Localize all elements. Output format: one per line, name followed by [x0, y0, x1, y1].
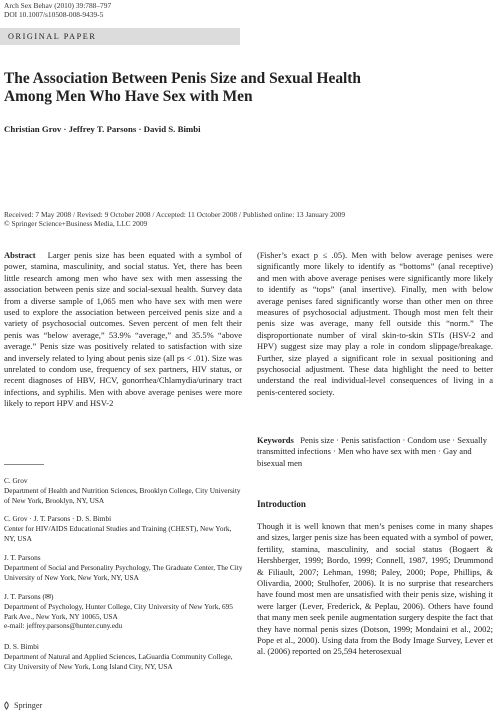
affiliation-4: J. T. Parsons (✉) Department of Psychology, Hunter College, City University of New York, 695 Park Ave., New York, NY 10065, USA e-mail: jeffrey.parsons@hunter.cuny.edu — [4, 592, 233, 631]
abstract-block — [4, 250, 242, 410]
publisher-name: Springer — [14, 701, 43, 710]
abstract-continued-text: (Fisher’s exact p ≤ .05). Men with below average penises were significantly more likely to identify as “bottoms” (anal receptive) and men with above average penises were significantly more likely to identify as “tops” (anal insertive). Finally, men with below average penises fared significantly worse than other men on three measures of psychosocial adjustment. Though most men felt their penis size was average, many fell outside this “norm.” The disproportionate number of viral skin-to-skin STIs (HSV-2 and HPV) suggest size may play a role in condom slippage/breakage. Further, size played a significant role in sexual positioning and psychosocial adjustment. These data highlight the need to better understand the real individual-level consequences of living in a penis-centered society. — [257, 250, 493, 397]
copyright-line: © Springer Science+Business Media, LLC 2009 — [4, 219, 148, 229]
publication-history: Received: 7 May 2008 / Revised: 9 October 2008 / Accepted: 11 October 2008 / Published online: 13 January 2009 — [4, 210, 346, 219]
introduction-body — [257, 521, 493, 658]
publisher-footer — [2, 701, 42, 710]
introduction-text: Though it is well known that men’s penises come in many shapes and sizes, larger penis size has been equated with a symbol of power, fertility, stamina, masculinity, and social status (Bogaert & Hershberger, 1999; Bordo, 1999; Connell, 1987, 1995; Drummond & Filiault, 2007; Lehman, 1998; Paley, 2000; Pope, Phillips, & Olivardia, 2000; Stulhofer, 2006). It is no surprise that researchers have found most men are unsatisfied with their penis size, wishing it were larger (Lever, Frederick, & Peplau, 2006). Others have found that many men seek penile augmentation surgery despite the fact that they have normal penis sizes (Dotson, 1999; Mondaini et al., 2002; Pope et al., 2000). Using data from the Body Image Survey, Lever et al. (2006) reported on 25,594 heterosexual — [257, 521, 493, 657]
affiliation-1: C. Grov Department of Health and Nutrition Sciences, Brooklyn College, City University of New York, Brooklyn, NY, USA — [4, 476, 241, 505]
keywords-block — [257, 435, 493, 469]
abstract-text: Larger penis size has been equated with a symbol of power, stamina, masculinity, and social status. Yet, there has been little research among men who have sex with men assessing the association between penis size and social-sexual health. Survey data from a diverse sample of 1,065 men who have sex with men were used to explore the association between perceived penis size and a variety of psychosocial outcomes. Seven percent of men felt their penis was “below average,” 53.9% “average,” and 35.5% “above average.” Penis size was positively related to satisfaction with size and inversely related to lying about penis size (all ps < .01). Size was unrelated to condom use, frequency of sex partners, HIV status, or recent diagnoses of HBV, HCV, gonorrhea/Chlamydia/urinary tract infections, and syphilis. Men with above average penises were more likely to report HPV and HSV-2 — [4, 250, 242, 409]
abstract-continued — [257, 250, 493, 398]
article-title: The Association Between Penis Size and Sexual Health Among Men Who Have Sex with Men — [4, 70, 361, 105]
footnote-rule — [4, 464, 44, 465]
affiliation-2: C. Grov · J. T. Parsons · D. S. Bimbi Center for HIV/AIDS Educational Studies and Training (CHEST), New York, NY, USA — [4, 514, 232, 543]
affiliation-5: D. S. Bimbi Department of Natural and Applied Sciences, LaGuardia Community College, City University of New York, Long Island City, NY, USA — [4, 642, 233, 671]
keywords-label: Keywords — [257, 435, 294, 445]
article-type-band: ORIGINAL PAPER — [0, 28, 240, 45]
keywords-text: Penis size · Penis satisfaction · Condom use · Sexually transmitted infections · Men who have sex with men · Gay and bisexual men — [257, 435, 487, 468]
journal-citation: Arch Sex Behav (2010) 39:788–797 — [4, 1, 112, 10]
doi-line: DOI 10.1007/s10508-008-9439-5 — [4, 10, 104, 19]
introduction-heading: Introduction — [257, 499, 306, 509]
affiliation-3: J. T. Parsons Department of Social and Personality Psychology, The Graduate Center, The City University of New York, New York, NY, USA — [4, 553, 243, 582]
received-dates — [4, 210, 492, 229]
springer-logo-icon — [2, 701, 11, 710]
author-list: Christian Grov · Jeffrey T. Parsons · David S. Bimbi — [4, 124, 201, 134]
abstract-label: Abstract — [4, 250, 36, 260]
